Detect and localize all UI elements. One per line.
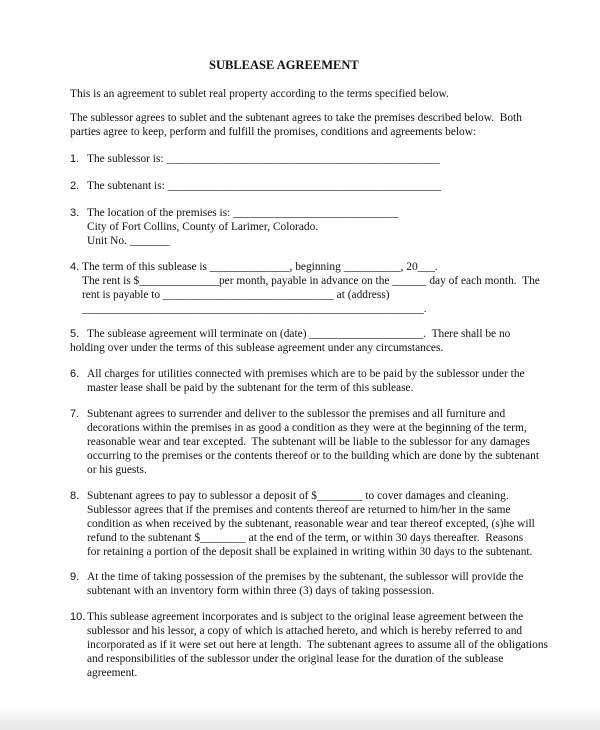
item-line: holding over under the terms of this sublease agreement under any circumstances. xyxy=(70,342,444,354)
item-number: 9. xyxy=(70,571,80,583)
location-unit: Unit No. _______ xyxy=(87,235,170,247)
location-city: City of Fort Collins, County of Larimer, Colorado. xyxy=(87,221,319,233)
item-line: refund to the subtenant $________ at the end of the term, or within 30 days thereafter. Reasons xyxy=(87,532,524,544)
item-line: or his guests. xyxy=(87,464,147,476)
item-line: reasonable wear and tear excepted. The subtenant will be liable to the sublessor for any damages xyxy=(87,436,530,448)
document-title: SUBLEASE AGREEMENT xyxy=(209,58,359,72)
item-line: Subtenant agrees to pay to sublessor a deposit of $________ to cover damages and cleaning. xyxy=(87,490,509,502)
item-line: Sublessor agrees that if the premises and contents thereof are returned to him/her in the same xyxy=(87,504,511,516)
item-number: 3. xyxy=(70,207,80,219)
item-number: 8. xyxy=(70,490,80,502)
item-line: occurring to the premises or the contents thereof or to the building which are done by the subtenant xyxy=(87,450,540,462)
term-line: The term of this sublease is ______________, beginning __________, 20___. xyxy=(82,261,438,273)
item-line: Subtenant agrees to surrender and deliver to the sublessor the premises and all furniture and xyxy=(87,408,506,420)
item-line: sublessor and his lessor, a copy of which is attached hereto, and which is hereby referred to and xyxy=(87,625,523,637)
sublessor-line: The sublessor is: ________________________________________________ xyxy=(87,153,440,165)
item-line: agreement. xyxy=(87,667,138,679)
item-line: This sublease agreement incorporates and is subject to the original lease agreement between the xyxy=(87,611,524,623)
item-line: incorporated as if it were set out here at length. The subtenant agrees to assume all of the obligations xyxy=(87,639,548,651)
preamble-line: parties agree to keep, perform and fulfill the promises, conditions and agreements below: xyxy=(70,126,477,138)
item-line: and responsibilities of the sublessor under the original lease for the duration of the sublease xyxy=(87,653,504,665)
preamble-line: The sublessor agrees to sublet and the subtenant agrees to take the premises described below. Both xyxy=(70,112,522,124)
item-number: 1. xyxy=(70,153,80,165)
item-line: subtenant with an inventory form within three (3) days of taking possession. xyxy=(87,585,435,597)
item-line: decorations within the premises in as good a condition as they were at the beginning of the term, xyxy=(87,422,527,434)
address-line: ____________________________________________________________. xyxy=(82,303,427,315)
item-number: 2. xyxy=(70,180,80,192)
item-number: 4. xyxy=(70,261,80,273)
rent-payable-line: rent is payable to ______________________________ at (address) xyxy=(82,289,390,301)
item-line: condition as when received by the subtenant, reasonable wear and tear thereof excepted, (s)he will xyxy=(87,518,535,530)
item-number: 6. xyxy=(70,368,80,380)
page-bottom-shadow xyxy=(0,706,600,730)
item-number: 5. xyxy=(70,328,80,340)
rent-line: The rent is $______________per month, payable in advance on the ______ day of each month. The xyxy=(82,275,540,287)
item-line: master lease shall be paid by the subtenant for the term of this sublease. xyxy=(87,382,414,394)
location-line: The location of the premises is: _____________________________ xyxy=(87,207,399,219)
item-line: The sublease agreement will terminate on (date) ____________________. There shall be no xyxy=(87,328,511,340)
intro-text: This is an agreement to sublet real property according to the terms specified below. xyxy=(70,88,449,100)
item-line: At the time of taking possession of the premises by the subtenant, the sublessor will provide the xyxy=(87,571,524,583)
item-line: All charges for utilities connected with premises which are to be paid by the sublessor under the xyxy=(87,368,525,380)
item-number: 7. xyxy=(70,408,80,420)
subtenant-line: The subtenant is: ________________________________________________ xyxy=(87,180,442,192)
item-line: for retaining a portion of the deposit shall be explained in writing within 30 days to the subtenant. xyxy=(87,546,533,558)
item-number: 10. xyxy=(70,611,86,623)
